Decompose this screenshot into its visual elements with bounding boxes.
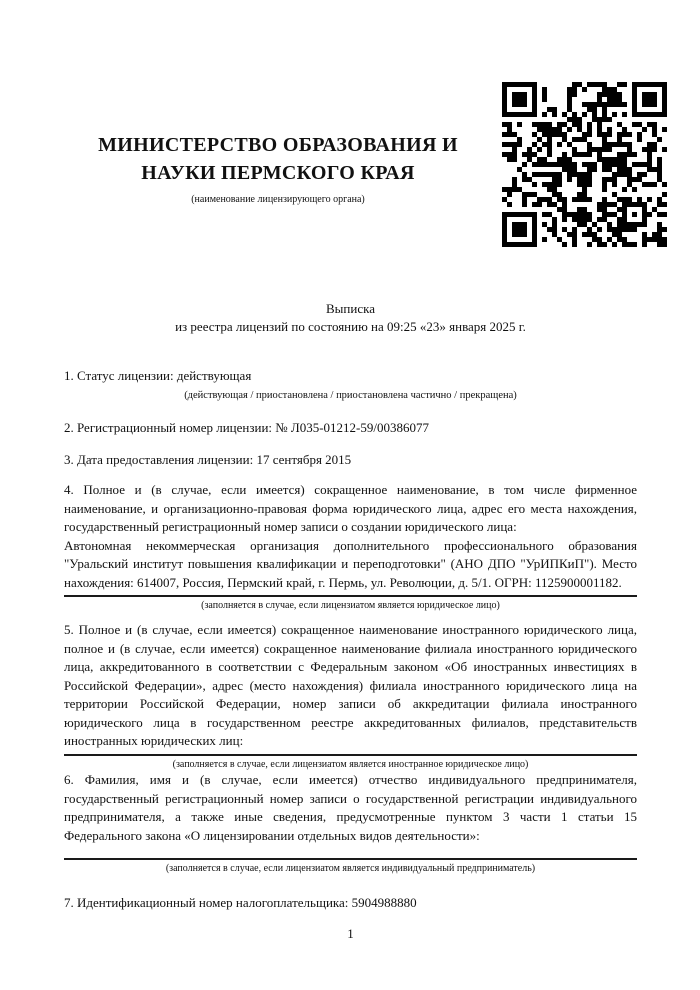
foreign-entity-text: 5. Полное и (в случае, если имеется) сокращенное наименование иностранного юридического лица, полное и (в случае, если имеется) сокращенное наименование филиала иностранного юридического лица, аккредитованного в соответствии с Федеральным законом «Об иностранных инвестициях в Российской Федерации», адрес (место нахождения) филиала иностранного юридического лица на территории Российской Федерации, номер записи об аккредитации филиала иностранного юридического лица в государственном реестре аккредитованных филиалов, представительств иностранных юридических лиц:: [64, 622, 637, 748]
license-status-section: [64, 367, 637, 402]
license-status-line: 1. Статус лицензии: действующая: [64, 368, 252, 383]
extract-title: Выписка: [326, 301, 375, 316]
ministry-header: [64, 131, 492, 207]
foreign-entity-section: [64, 621, 637, 771]
legal-entity-fill-line: [64, 595, 637, 597]
entrepreneur-fill-line: [64, 858, 637, 860]
legal-entity-value: Автономная некоммерческая организация дополнительного профессионального образования "Уральский институт повышения квалификации и переподготовки" (АНО ДПО "УрИПКиП"). Место нахождения: 614007, Россия, Пермский край, г. Пермь, ул. Революции, д. 5/1. ОГРН: 1125900001182.: [64, 537, 637, 590]
foreign-entity-caption: (заполняется в случае, если лицензиатом является иностранное юридическое лицо): [172, 758, 529, 770]
license-grant-date-line: 3. Дата предоставления лицензии: 17 сентября 2015: [64, 452, 352, 467]
page-number: 1: [347, 926, 354, 941]
license-reg-number-line: 2. Регистрационный номер лицензии: № Л035-01212-59/00386077: [64, 420, 430, 435]
entrepreneur-section: [64, 771, 637, 875]
license-status-options-caption: (действующая / приостановлена / приостановлена частично / прекращена): [184, 389, 517, 401]
extract-subtitle: из реестра лицензий по состоянию на 09:25 «23» января 2025 г.: [175, 319, 526, 334]
entrepreneur-caption: (заполняется в случае, если лицензиатом является индивидуальный предприниматель): [165, 863, 536, 874]
extract-title-block: [64, 300, 637, 336]
qr-code-svg: [502, 82, 667, 247]
legal-entity-caption: (заполняется в случае, если лицензиатом является юридическое лицо): [201, 600, 500, 611]
org-name-caption: (наименование лицензирующего органа): [191, 194, 365, 205]
qr-code-icon: [502, 82, 667, 247]
ministry-name: МИНИСТЕРСТВО ОБРАЗОВАНИЯ И НАУКИ ПЕРМСКОГО КРАЯ: [98, 134, 458, 184]
taxpayer-inn-line: 7. Идентификационный номер налогоплательщика: 5904988880: [64, 895, 417, 910]
entrepreneur-text: 6. Фамилия, имя и (в случае, если имеется) отчество индивидуального предпринимателя, государственный регистрационный номер записи о государственной регистрации индивидуального предпринимателя, а также иные сведения, предусмотренные пунктом 3 части 1 статьи 15 Федерального закона «О лицензировании отдельных видов деятельности»:: [64, 772, 637, 843]
legal-entity-section: [64, 481, 637, 612]
legal-entity-text: 4. Полное и (в случае, если имеется) сокращенное наименование, в том числе фирменное наименование, и организационно-правовая форма юридического лица, адрес его места нахождения, государственный регистрационный номер записи о создании юридического лица:: [64, 482, 637, 534]
foreign-entity-fill-line: [64, 754, 637, 756]
